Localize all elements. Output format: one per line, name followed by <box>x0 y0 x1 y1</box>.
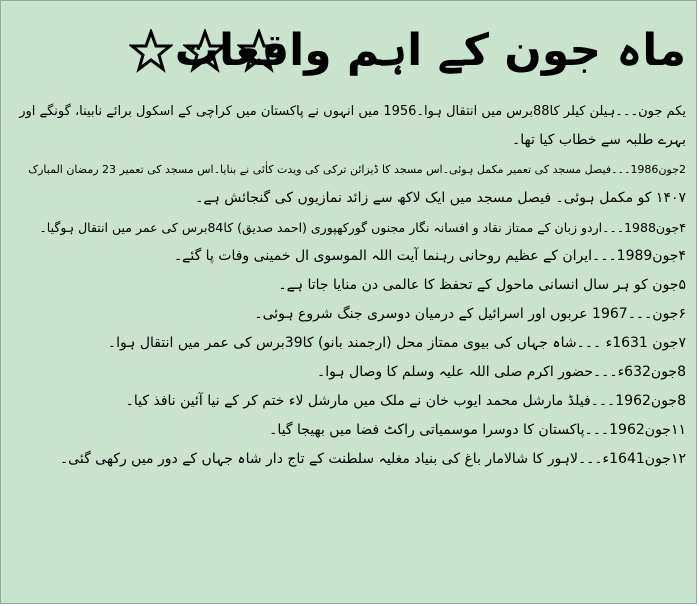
event-text-line: ۱۱جون1962۔۔۔پاکستان کا دوسرا موسمیاتی راکٹ فضا میں بھیجا گیا۔ <box>269 422 686 438</box>
event-text-line: ۴جون1989۔۔۔ایران کے عظیم روحانی رہنما آیت اللہ الموسوی ال خمینی وفات پا گئے۔ <box>173 248 686 264</box>
event-text-line: 8جون1962۔۔۔فیلڈ مارشل محمد ایوب خان نے ملک میں مارشل لاء ختم کر کے نیا آئین نافذ کیا۔ <box>125 393 686 409</box>
event-text-line: 8جون632ء۔۔۔حضور اکرم صلی اللہ علیہ وسلم کا وصال ہوا۔ <box>317 364 686 380</box>
event-entry <box>16 213 686 242</box>
event-entry <box>16 97 686 155</box>
event-entry <box>16 300 686 329</box>
event-entry <box>16 271 686 300</box>
event-text-line: ۴جون1988۔۔۔اردو زبان کے ممتاز نقاد و افسانہ نگار مجنوں گورکھپوری (احمد صدیق) کا84برس کی عمر میں انتقال ہوگیا۔ <box>39 220 686 235</box>
event-text-line: ۷جون 1631ء ۔۔۔شاہ جہاں کی بیوی ممتاز محل (ارجمند بانو) کا39برس کی عمر میں انتقال ہوا۔ <box>107 335 686 351</box>
events-list <box>16 97 686 474</box>
event-text-line: ۵جون کو ہر سال انسانی ماحول کے تحفظ کا عالمی دن منایا جاتا ہے۔ <box>278 277 686 293</box>
event-text-line: ۱۴۰۷ کو مکمل ہوئی۔ فیصل مسجد میں ایک لاکھ سے زائد نمازیوں کی گنجائش ہے۔ <box>195 190 686 206</box>
event-entry <box>16 242 686 271</box>
event-text-line: ۶جون۔۔۔1967 عربوں اور اسرائیل کے درمیان دوسری جنگ شروع ہوئی۔ <box>254 306 686 322</box>
event-text-line: 2جون1986۔۔۔فیصل مسجد کی تعمیر مکمل ہوئی۔اس مسجد کا ڈیزائن ترکی کی ویدت کاٰئی نے بنایا۔اس مسجد کی تعمیر 23 رمضان المبارک <box>28 163 686 176</box>
header <box>1 19 697 91</box>
event-entry <box>16 387 686 416</box>
event-entry <box>16 329 686 358</box>
event-entry <box>16 358 686 387</box>
event-entry <box>16 445 686 474</box>
event-entry <box>16 155 686 213</box>
event-text-line: ۱۲جون1641ء۔۔۔لاہور کا شالامار باغ کی بنیاد مغلیہ سلطنت کے تاج دار شاہ جہاں کے دور میں رکھی گئی۔ <box>59 451 686 467</box>
event-text-line: یکم جون۔۔۔ہیلن کیلر کا88برس میں انتقال ہوا۔1956 میں انہوں نے پاکستان میں کراچی کے اسکول برائے نابینا، گونگے اور <box>19 104 686 119</box>
event-entry <box>16 416 686 445</box>
star-icon <box>129 29 173 73</box>
page-title: ماہ جون کے اہم واقعات <box>174 25 686 76</box>
event-text-line: بہرے طلبہ سے خطاب کیا تھا۔ <box>512 132 686 148</box>
